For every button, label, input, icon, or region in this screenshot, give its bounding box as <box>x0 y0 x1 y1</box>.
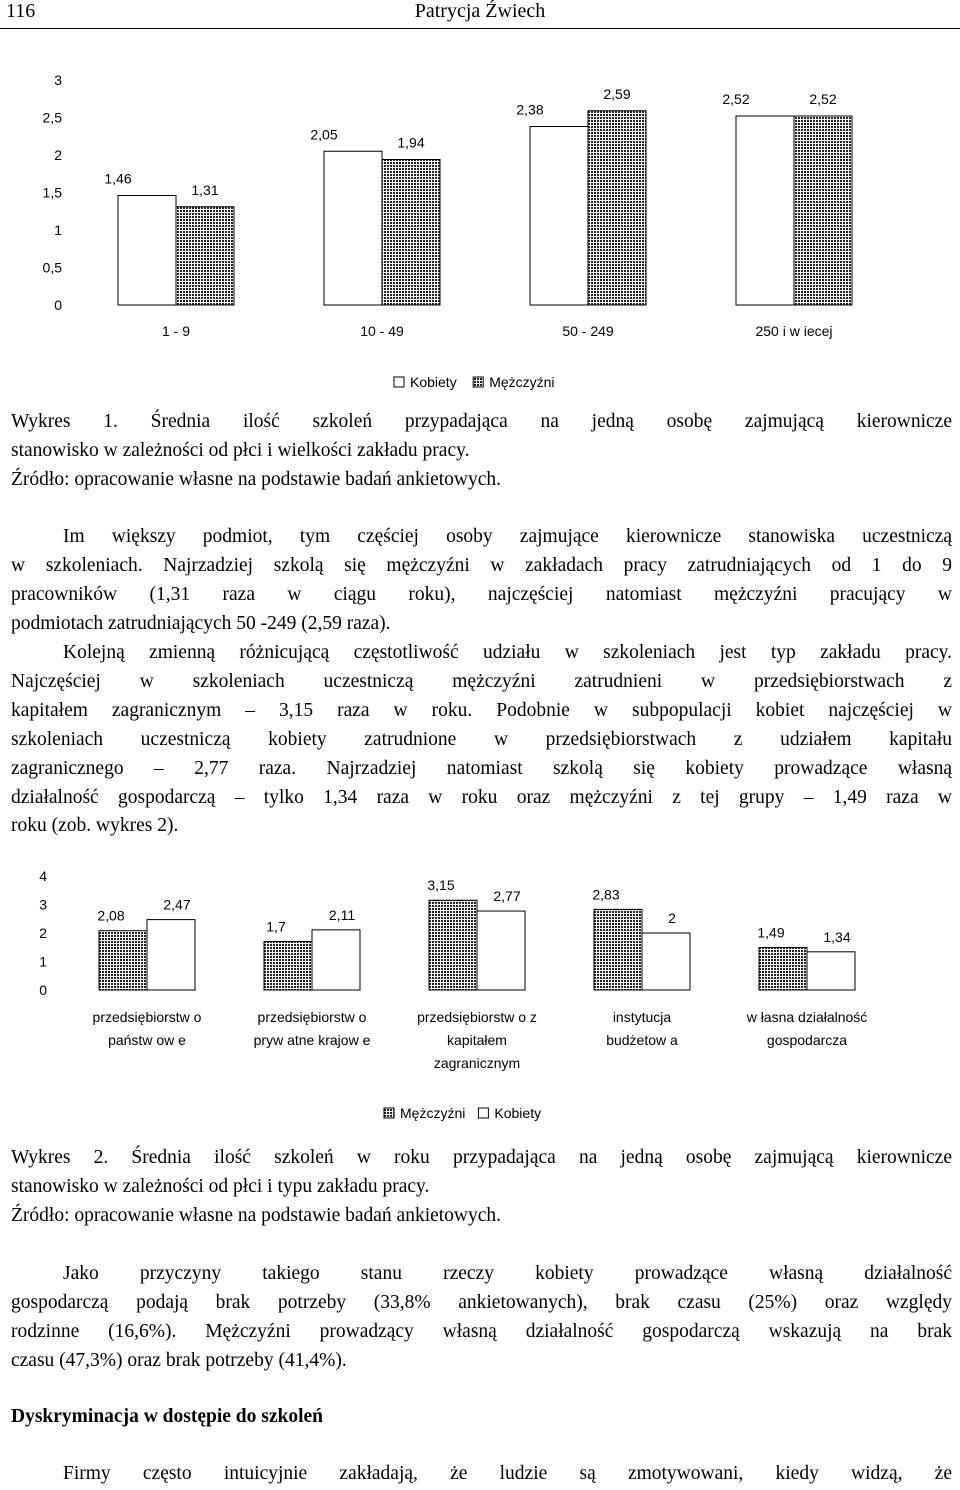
y-tick-label: 0 <box>54 297 62 313</box>
data-label: 1,34 <box>823 928 851 945</box>
paragraph-line: w szkoleniach. Najrzadziej szkolą się mężczyźni w zakładach pracy zatrudniających od 1 do 9 <box>11 554 952 576</box>
paragraph-line: kapitałem zagranicznym – 3,15 raza w roku. Podobnie w subpopulacji kobiet najczęściej w <box>11 699 952 721</box>
data-label: 2,83 <box>592 886 620 903</box>
legend-label: Kobiety <box>410 374 457 390</box>
data-label: 1,7 <box>266 918 286 935</box>
y-tick-label: 2 <box>54 147 62 163</box>
paragraph-line: Firmy często intuicyjnie zakładają, że ludzie są zmotywowani, kiedy widzą, że <box>63 1463 952 1484</box>
paragraph-2 <box>11 639 952 841</box>
legend-swatch <box>384 1108 394 1118</box>
bar-kobiety <box>530 127 588 306</box>
caption-source: Źródło: opracowanie własne na podstawie badań ankietowych. <box>11 1204 502 1226</box>
paragraph-line: pracowników (1,31 raza w ciągu roku), najczęściej natomiast mężczyźni pracujący w <box>11 583 952 605</box>
data-label: 1,94 <box>397 134 425 151</box>
data-label: 2,59 <box>603 85 631 102</box>
x-tick-label: przedsiębiorstw o <box>257 1009 367 1025</box>
paragraph-line: działalność gospodarczą – tylko 1,34 raza w roku oraz mężczyźni z tej grupy – 1,49 raza w <box>11 786 952 808</box>
y-tick-label: 2,5 <box>42 109 62 126</box>
bar-kobiety <box>477 911 525 990</box>
paragraph-line: Najczęściej w szkoleniach uczestniczą mężczyźni zatrudnieni w przedsiębiorstwach z <box>11 670 952 692</box>
section-heading: Dyskryminacja w dostępie do szkoleń <box>11 1406 324 1427</box>
paragraph-line: Kolejną zmienną różnicującą częstotliwość udziału w szkoleniach jest typ zakładu pracy. <box>63 642 952 663</box>
legend-label: Mężczyźni <box>489 374 555 390</box>
data-label: 1,49 <box>757 924 785 941</box>
legend-swatch <box>394 377 404 387</box>
bar-kobiety <box>642 933 690 990</box>
bar-mczyni <box>759 948 807 990</box>
paragraph-line: roku (zob. wykres 2). <box>11 815 179 837</box>
y-tick-label: 4 <box>39 868 47 884</box>
x-tick-label: przedsiębiorstw o <box>92 1009 202 1025</box>
caption-line: Wykres 1. Średnia ilość szkoleń przypadająca na jedną osobę zajmującą kierownicze <box>11 411 952 432</box>
bar-mczyni <box>794 116 852 305</box>
legend-swatch <box>473 377 483 387</box>
x-tick-label: zagranicznym <box>433 1055 521 1071</box>
x-tick-label: pryw atne krajow e <box>253 1032 371 1048</box>
running-author: Patrycja Źwiech <box>414 0 546 22</box>
data-label: 2,38 <box>516 101 544 118</box>
paragraph-3 <box>11 1260 952 1376</box>
y-tick-label: 0,5 <box>42 259 62 276</box>
bar-mczyni <box>99 931 147 990</box>
chart-2-caption <box>11 1144 952 1231</box>
bar-mczyni <box>588 111 646 305</box>
y-tick-label: 3 <box>39 896 47 913</box>
paragraph-line: czasu (47,3%) oraz brak potrzeby (41,4%). <box>11 1349 347 1371</box>
chart-1-caption <box>11 408 952 495</box>
page-number: 116 <box>6 0 36 22</box>
paragraph-line: gospodarczą podają brak potrzeby (33,8% ankietowanych), brak czasu (25%) oraz względy <box>11 1291 952 1313</box>
y-tick-label: 1 <box>39 953 47 970</box>
bar-kobiety <box>807 952 855 990</box>
data-label: 2,47 <box>163 896 191 913</box>
bar-kobiety <box>312 930 360 990</box>
paragraph-line: rodzinne (16,6%). Mężczyźni prowadzący własną działalność gospodarczą wskazują na brak <box>11 1320 952 1342</box>
x-tick-label: 10 - 49 <box>360 323 404 339</box>
caption-source: Źródło: opracowanie własne na podstawie badań ankietowych. <box>11 468 502 490</box>
data-label: 2 <box>668 910 676 926</box>
data-label: 3,15 <box>427 877 455 894</box>
y-tick-label: 0 <box>39 982 47 998</box>
paragraph-line: szkoleniach uczestniczą kobiety zatrudnione w przedsiębiorstwach z udziałem kapitału <box>11 728 952 750</box>
x-tick-label: 1 - 9 <box>161 323 191 339</box>
bar-mczyni <box>176 207 234 305</box>
y-tick-label: 3 <box>54 72 62 88</box>
x-tick-label: 250 i w iecej <box>755 323 833 339</box>
x-tick-label: instytucja <box>612 1009 672 1025</box>
caption-line: stanowisko w zależności od płci i wielkości zakładu pracy. <box>11 439 470 461</box>
chart-2 <box>0 860 960 1140</box>
data-label: 1,31 <box>191 181 219 198</box>
data-label: 2,08 <box>97 907 125 924</box>
legend-label: Kobiety <box>494 1105 542 1121</box>
y-tick-label: 1 <box>54 222 62 238</box>
bar-mczyni <box>594 909 642 990</box>
x-tick-label: w łasna działalność <box>746 1009 868 1025</box>
data-label: 1,46 <box>104 170 132 187</box>
data-label: 2,77 <box>493 888 521 905</box>
data-label: 2,52 <box>809 91 837 107</box>
bar-kobiety <box>147 920 195 990</box>
data-label: 2,11 <box>328 906 356 923</box>
x-tick-label: 50 - 249 <box>562 323 614 339</box>
paragraph-line: podmiotach zatrudniających 50 -249 (2,59 raza). <box>11 612 391 634</box>
y-tick-label: 2 <box>39 925 47 941</box>
page-header <box>0 0 960 29</box>
x-tick-label: budżetow a <box>606 1032 678 1048</box>
legend-label: Mężczyźni <box>400 1105 466 1121</box>
paragraph-4 <box>11 1460 952 1489</box>
paragraph-line: Im większy podmiot, tym częściej osoby zajmujące kierownicze stanowiska uczestniczą <box>63 526 952 547</box>
paragraph-line: zagranicznego – 2,77 raza. Najrzadziej natomiast szkolą się kobiety prowadzące własną <box>11 757 952 779</box>
bar-kobiety <box>736 116 794 305</box>
caption-line: Wykres 2. Średnia ilość szkoleń w roku przypadająca na jedną osobę zajmującą kierownicze <box>11 1147 952 1168</box>
bar-kobiety <box>324 151 382 305</box>
x-tick-label: kapitałem <box>447 1032 507 1048</box>
bar-mczyni <box>264 942 312 990</box>
bar-kobiety <box>118 196 176 306</box>
bar-mczyni <box>382 160 440 306</box>
y-tick-label: 1,5 <box>42 184 62 201</box>
caption-line: stanowisko w zależności od płci i typu zakładu pracy. <box>11 1175 430 1197</box>
legend-swatch <box>478 1108 488 1118</box>
paragraph-1 <box>11 523 952 639</box>
paragraph-line: Jako przyczyny takiego stanu rzeczy kobiety prowadzące własną działalność <box>63 1263 952 1284</box>
data-label: 2,05 <box>310 126 338 143</box>
x-tick-label: przedsiębiorstw o z <box>417 1009 537 1025</box>
data-label: 2,52 <box>722 91 750 107</box>
x-tick-label: państw ow e <box>108 1032 186 1048</box>
bar-mczyni <box>429 900 477 990</box>
x-tick-label: gospodarcza <box>766 1032 848 1048</box>
chart-1 <box>0 60 960 395</box>
